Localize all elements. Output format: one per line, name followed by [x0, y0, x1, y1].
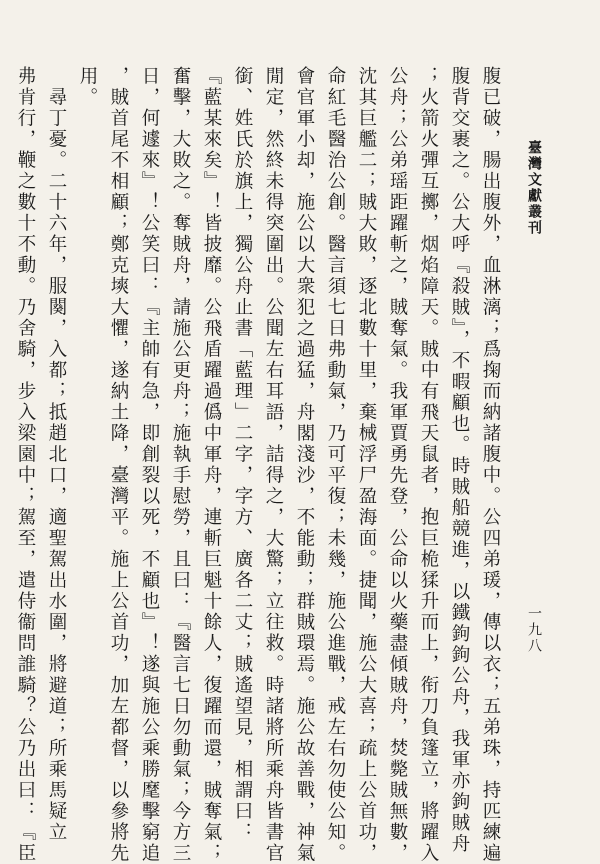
text-column: 銜、姓氏於旗上，獨公舟止書「藍理」二字，字方、廣各二丈；賊遙望見，相謂曰：	[232, 66, 253, 843]
body-text	[15, 66, 506, 864]
series-title: 臺灣文獻叢刊	[526, 140, 542, 236]
text-column: 腹背交裹之。公大呼『殺賊』，不暇顧也。時賊船競進，以鐵鉤鉤公舟，我軍亦鉤賊舟	[449, 66, 470, 855]
page-number: 一九八	[526, 606, 542, 654]
text-column: 會官軍小却，施公以大衆犯之過猛，舟閣淺沙，不能動；群賊環焉。施公故善戰，神氣	[294, 66, 315, 864]
text-column: 弗肯行，鞭之數十不動。乃舍騎，步入梁園中；駕至，遣侍衞問誰騎？公乃出曰：『臣	[15, 66, 36, 864]
text-column: 『藍某來矣』！皆披靡。公飛盾躍過僞中軍舟，連斬巨魁十餘人，復躍而還，賊奪氣；	[201, 66, 222, 864]
text-column: 尋丁憂。二十六年，服闋，入都；抵趙北口，適聖駕出水圍，將避道；所乘馬疑立	[46, 66, 67, 843]
text-column: 命紅毛醫治公創。醫言須七日弗動氣，乃可平復；未幾，施公進戰，戒左右勿使公知。	[325, 66, 346, 864]
text-column: 閒定，然終未得突圍出。公聞左右耳語，詰得之，大驚；立往救。時諸將所乘舟皆書官	[263, 66, 284, 864]
text-column: 奮擊，大敗之。奪賊舟，請施公更舟；施執手慰勞，且曰：『醫言七日勿動氣；今方三	[170, 66, 191, 864]
text-column: ，賊首尾不相顧；鄭克塽大懼，遂納土降，臺灣平。施上公首功，加左都督，以參將先	[108, 66, 129, 864]
text-column: 用。	[77, 66, 98, 108]
text-column: ；火箭火彈互擲，烟焰障天。賊中有飛天鼠者，抱巨桅猱升而上，衔刀負篷立，將躍入	[418, 66, 439, 864]
text-column: 沈其巨艦二；賊大敗，逐北數十里，棄械浮尸盈海面。捷聞，施公大喜；疏上公首功，	[356, 66, 377, 864]
text-column: 日，何遽來』！公笑曰：『主帥有急，即創裂以死，不顧也』！遂與施公乘勝麾擊窮追	[139, 66, 160, 864]
text-column: 腹已破，腸出腹外，血淋漓；爲掬而納諸腹中。公四弟瑗，傳以衣；五弟珠，持匹練遍	[480, 66, 501, 864]
text-column: 公舟；公弟瑶距躍斬之，賊奪氣。我軍賈勇先登，公命以火藥盡傾賊舟，焚斃賊無數，	[387, 66, 408, 864]
